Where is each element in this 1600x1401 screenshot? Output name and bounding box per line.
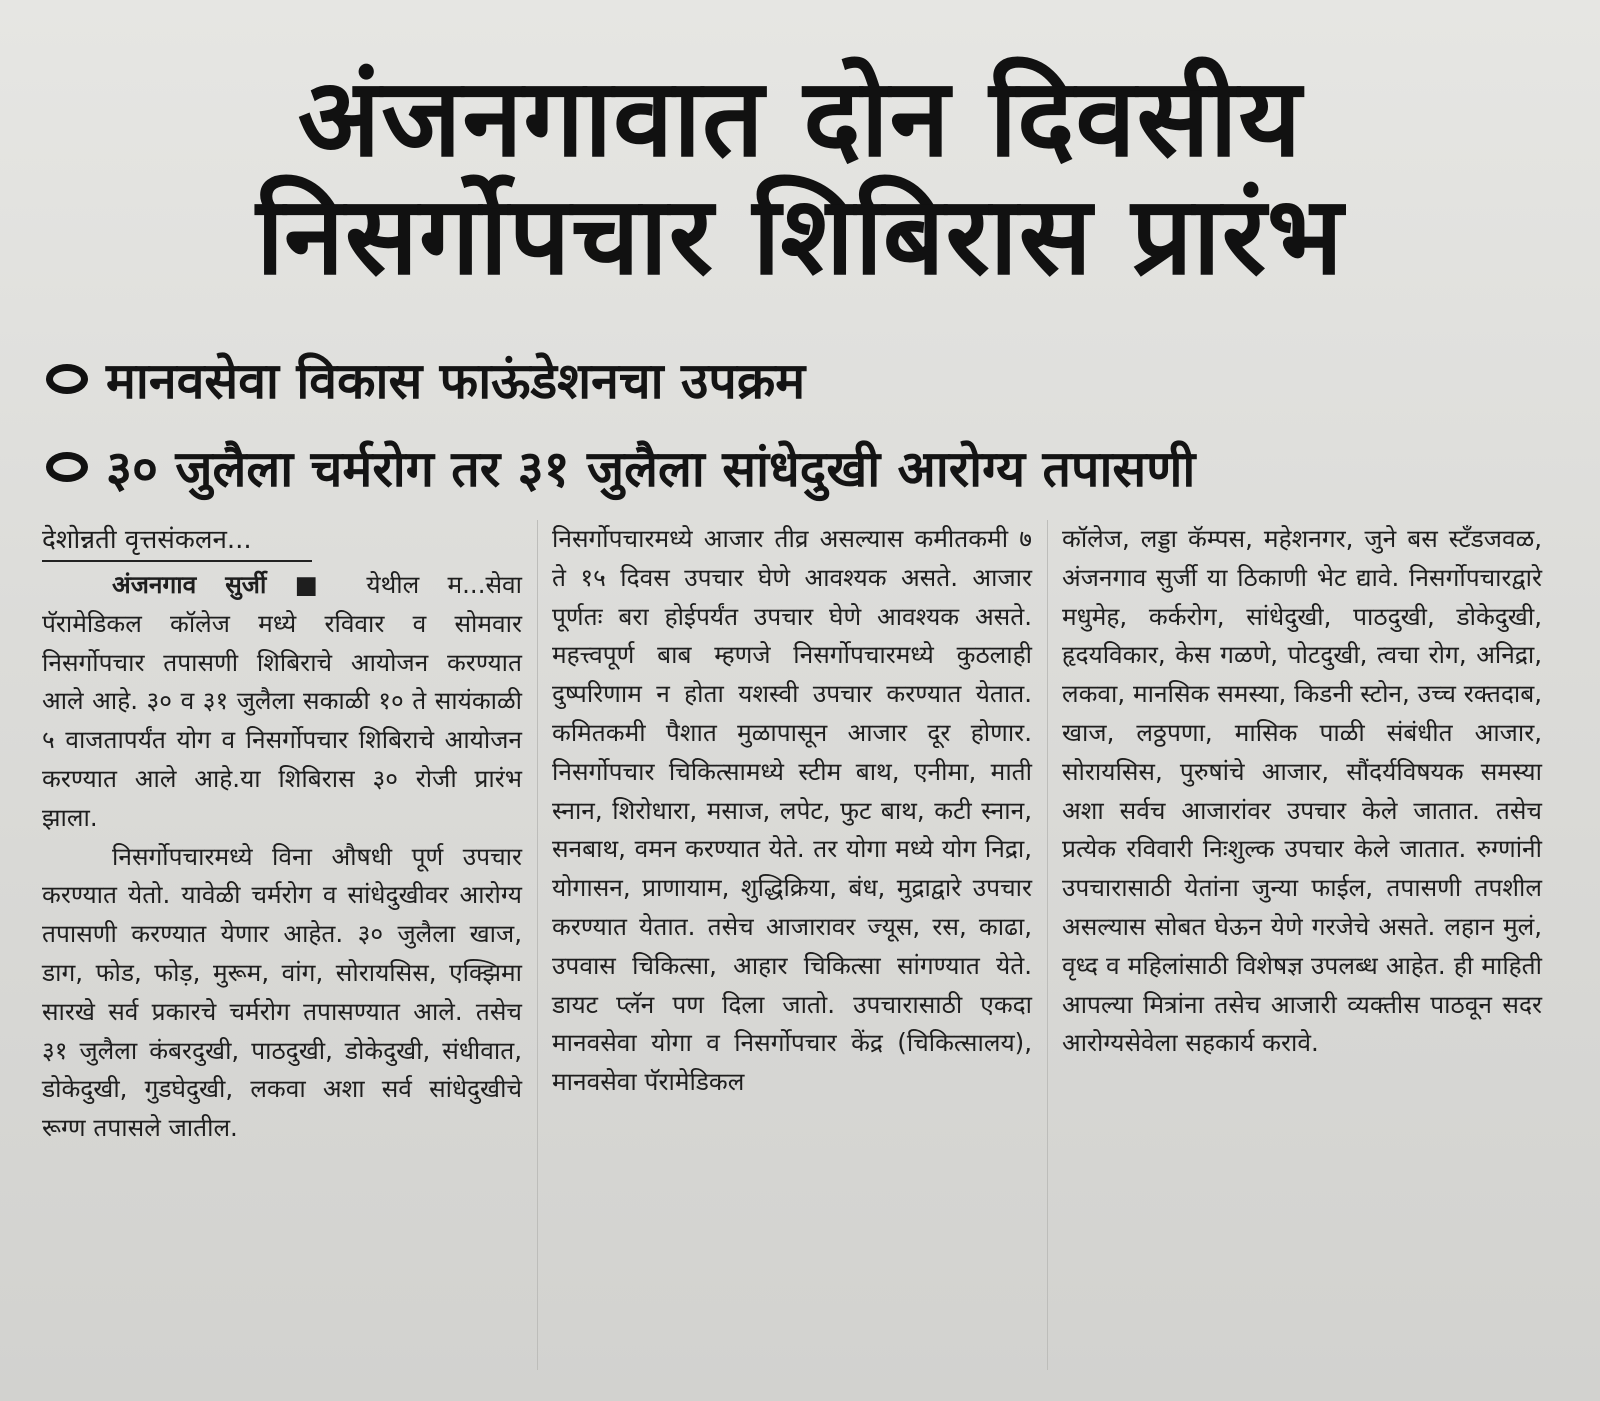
article-body [42,520,1552,1380]
subheads [46,335,1566,511]
article-column-3 [1062,520,1542,1380]
circle-bullet-icon [46,364,88,394]
article-column-1 [42,520,522,1380]
subhead-text: मानवसेवा विकास फाऊंडेशनचा उपक्रम [106,352,806,410]
paragraph: अंजनगाव सुर्जी ■ येथील म...सेवा पॅरामेडिकल कॉलेज मध्ये रविवार व सोमवार निसर्गोपचार तपासणी शिबिराचे आयोजन करण्यात आले आहे. ३० व ३१ जुलैला सकाळी १० ते सायंकाळी ५ वाजतापर्यंत योग व निसर्गोपचार शिबिराचे आयोजन करण्यात आले आहे.या शिबिरास ३० रोजी प्रारंभ झाला. [42,570,523,832]
paragraph-text: येथील म...सेवा पॅरामेडिकल कॉलेज मध्ये रविवार व सोमवार निसर्गोपचार तपासणी शिबिराचे आयोजन करण्यात आले आहे. ३० व ३१ जुलैला सकाळी १० ते सायंकाळी ५ वाजतापर्यंत योग व निसर्गोपचार शिबिराचे आयोजन करण्यात आले आहे.या शिबिरास ३० रोजी प्रारंभ झाला. [42,570,523,832]
paragraph: कॉलेज, लड्डा कॅम्पस, महेशनगर, जुने बस स्टॅंडजवळ, अंजनगाव सुर्जी या ठिकाणी भेट द्यावे. निसर्गोपचारद्वारे मधुमेह, कर्करोग, सांधेदुखी, पाठदुखी, डोकेदुखी, हृदयविकार, केस गळणे, पोटदुखी, त्वचा रोग, अनिद्रा, लकवा, मानसिक समस्या, किडनी स्टोन, उच्च रक्तदाब, खाज, लठ्ठपणा, मासिक पाळी संबंधीत आजार, सोरायसिस, पुरुषांचे आजार, सौंदर्यविषयक समस्या अशा सर्वच आजारांवर उपचार केले जातात. तसेच प्रत्येक रविवारी निःशुल्क उपचार केले जातात. रुग्णांनी उपचारासाठी येतांना जुन्या फाईल, तपासणी तपशील असल्यास सोबत घेऊन येणे गरजेचे असते. लहान मुलं, वृध्द व महिलांसाठी विशेषज्ञ उपलब्ध आहेत. ही माहिती आपल्या मित्रांना तसेच आजारी व्यक्तीस पाठवून सदर आरोग्यसेवेला सहकार्य करावे. [1062,524,1542,1058]
paragraph: निसर्गोपचारमध्ये आजार तीव्र असल्यास कमीतकमी ७ ते १५ दिवस उपचार घेणे आवश्यक असते. आजार पूर्णतः बरा होईपर्यंत उपचार घेणे आवश्यक असते. महत्त्वपूर्ण बाब म्हणजे निसर्गोपचारमध्ये कुठलाही दुष्परिणाम न होता यशस्वी उपचार करण्यात येतात. कमितकमी पैशात मुळापासून आजार दूर होणार. निसर्गोपचार चिकित्सामध्ये स्टीम बाथ, एनीमा, माती स्नान, शिरोधारा, मसाज, लपेट, फुट बाथ, कटी स्नान, सनबाथ, वमन करण्यात येते. तर योगा मध्ये योग निद्रा, योगासन, प्राणायाम, शुद्धिक्रिया, बंध, मुद्राद्वारे उपचार करण्यात येतात. तसेच आजारावर ज्यूस, रस, काढा, उपवास चिकित्सा, आहार चिकित्सा सांगण्यात येते. डायट प्लॅन पण दिला जातो. उपचारासाठी एकदा मानवसेवा योगा व निसर्गोपचार केंद्र (चिकित्सालय), मानवसेवा पॅरामेडिकल [552,524,1032,1097]
subhead-1 [46,335,1566,423]
paragraph: निसर्गोपचारमध्ये विना औषधी पूर्ण उपचार करण्यात येतो. यावेळी चर्मरोग व सांधेदुखीवर आरोग्य तपासणी करण्यात येणार आहेत. ३० जुलैला खाज, डाग, फोड, फोड़, मुरूम, वांग, सोरायसिस, एक्झिमा सारखे सर्व प्रकारचे चर्मरोग तपासण्यात आले. तसेच ३१ जुलैला कंबरदुखी, पाठदुखी, डोकेदुखी, संधीवात, डोकेदुखी, गुडघेदुखी, लकवा अशा सर्व सांधेदुखीचे रूग्ण तपासले जातील. [42,841,522,1143]
article-column-2 [552,520,1032,1380]
circle-bullet-icon [46,452,88,482]
subhead-text: ३० जुलैला चर्मरोग तर ३१ जुलैला सांधेदुखी आरोग्य तपासणी [106,440,1196,498]
headline-line-1: अंजनगावात दोन दिवसीय [297,56,1303,181]
headline-line-2: निसर्गोपचार शिबिरास प्रारंभ [256,174,1344,299]
byline: देशोन्नती वृत्तसंकलन... [42,520,312,562]
dateline: अंजनगाव सुर्जी [112,570,267,599]
headline [40,56,1560,299]
subhead-2 [46,423,1566,511]
